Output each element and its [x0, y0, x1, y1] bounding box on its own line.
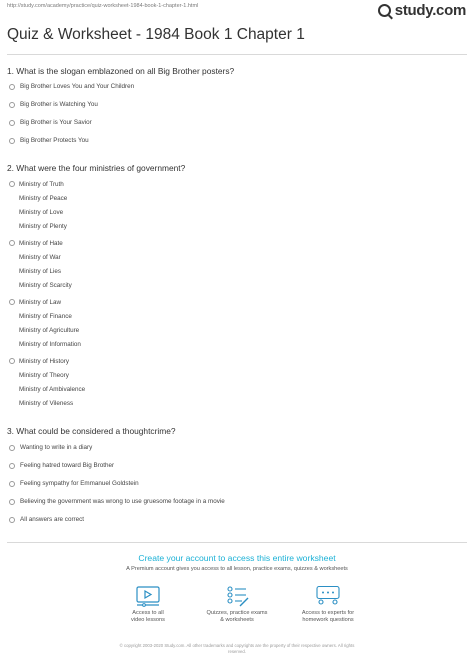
- q3-option-4[interactable]: [9, 498, 225, 505]
- feature-video-lessons: [103, 585, 193, 624]
- question-3-heading: 3. What could be considered a thoughtcrime?: [7, 426, 176, 436]
- radio-button[interactable]: [9, 499, 15, 505]
- q2-option-3-line-4: Ministry of Information: [19, 341, 81, 348]
- q2-option-1-line-3: Ministry of Love: [19, 209, 64, 216]
- radio-button[interactable]: [9, 84, 15, 90]
- radio-button[interactable]: [9, 517, 15, 523]
- q1-option-2[interactable]: [9, 101, 98, 108]
- study-logo-icon: [378, 4, 391, 17]
- option-label: Wanting to write in a diary: [20, 444, 93, 451]
- radio-button[interactable]: [9, 481, 15, 487]
- radio-button[interactable]: [9, 463, 15, 469]
- question-2-heading: 2. What were the four ministries of government?: [7, 163, 186, 173]
- q2-option-4-line-2: Ministry of Theory: [19, 372, 69, 379]
- study-logo[interactable]: [378, 2, 466, 19]
- q2-option-4-line-4: Ministry of Vileness: [19, 400, 74, 407]
- radio-button[interactable]: [9, 299, 15, 305]
- option-label: Believing the government was wrong to use gruesome footage in a movie: [20, 498, 225, 505]
- q2-option-3-line-3: Ministry of Agriculture: [19, 327, 80, 334]
- q2-option-4-line-1: Ministry of History: [19, 358, 70, 365]
- feature-quizzes-line-1: Quizzes, practice exams: [206, 610, 268, 616]
- expert-chat-icon: [314, 585, 342, 607]
- title-divider: [7, 54, 467, 55]
- q3-option-2[interactable]: [9, 462, 114, 469]
- study-logo-text: study.com: [394, 2, 466, 19]
- radio-button[interactable]: [9, 445, 15, 451]
- q2-option-3-line-1: Ministry of Law: [19, 299, 61, 306]
- option-label: Big Brother is Your Savior: [20, 119, 92, 126]
- option-label: Big Brother Loves You and Your Children: [20, 83, 135, 90]
- q2-option-1-line-4: Ministry of Plenty: [19, 223, 67, 230]
- feature-experts-line-1: Access to experts for: [301, 610, 355, 616]
- q2-option-1-line-2: Ministry of Peace: [19, 195, 68, 202]
- create-account-link[interactable]: Create your account to access this entire worksheet: [138, 553, 336, 563]
- q3-option-3[interactable]: [9, 480, 139, 487]
- option-label: Feeling sympathy for Emmanuel Goldstein: [20, 480, 139, 487]
- radio-button[interactable]: [9, 102, 15, 108]
- q2-option-2-line-3: Ministry of Lies: [19, 268, 61, 275]
- q3-option-1[interactable]: [9, 444, 92, 451]
- q2-option-2-line-2: Ministry of War: [19, 254, 61, 261]
- option-label: Feeling hatred toward Big Brother: [20, 462, 115, 469]
- q1-option-4[interactable]: [9, 137, 89, 144]
- option-label: Big Brother is Watching You: [20, 101, 98, 108]
- option-label: All answers are correct: [20, 516, 85, 523]
- copyright-line-2: reserved.: [228, 649, 246, 654]
- q2-option-3-line-2: Ministry of Finance: [19, 313, 72, 320]
- feature-video-line-1: Access to all: [132, 610, 164, 616]
- radio-button[interactable]: [9, 240, 15, 246]
- feature-quizzes: [192, 585, 282, 624]
- radio-button[interactable]: [9, 181, 15, 187]
- q2-option-4-line-3: Ministry of Ambivalence: [19, 386, 86, 393]
- feature-experts-line-2: homework questions: [302, 617, 354, 623]
- q1-option-3[interactable]: [9, 119, 92, 126]
- radio-button[interactable]: [9, 120, 15, 126]
- feature-quizzes-line-2: & worksheets: [220, 617, 254, 623]
- option-label: Big Brother Protects You: [20, 137, 89, 144]
- source-url: http://study.com/academy/practice/quiz-worksheet-1984-book-1-chapter-1.html: [7, 3, 199, 9]
- q2-option-2-line-1: Ministry of Hate: [19, 240, 63, 247]
- radio-button[interactable]: [9, 358, 15, 364]
- quiz-checklist-icon: [224, 585, 250, 607]
- q2-option-2-line-4: Ministry of Scarcity: [19, 282, 72, 289]
- video-play-icon: [135, 585, 161, 607]
- feature-video-line-2: video lessons: [131, 617, 165, 623]
- feature-experts: [283, 585, 373, 624]
- q1-option-1[interactable]: [9, 83, 134, 90]
- premium-description: A Premium account gives you access to all lesson, practice exams, quizzes & worksheets: [126, 566, 348, 572]
- radio-button[interactable]: [9, 138, 15, 144]
- question-1-heading: 1. What is the slogan emblazoned on all Big Brother posters?: [7, 66, 235, 76]
- page-title: Quiz & Worksheet - 1984 Book 1 Chapter 1: [7, 26, 305, 43]
- copyright-line-1: © copyright 2003-2020 Study.com. All other trademarks and copyrights are the property of their respective owners. All rights: [119, 643, 355, 648]
- q2-option-1-line-1: Ministry of Truth: [19, 181, 64, 188]
- q3-option-5[interactable]: [9, 516, 84, 523]
- cta-divider: [7, 542, 467, 543]
